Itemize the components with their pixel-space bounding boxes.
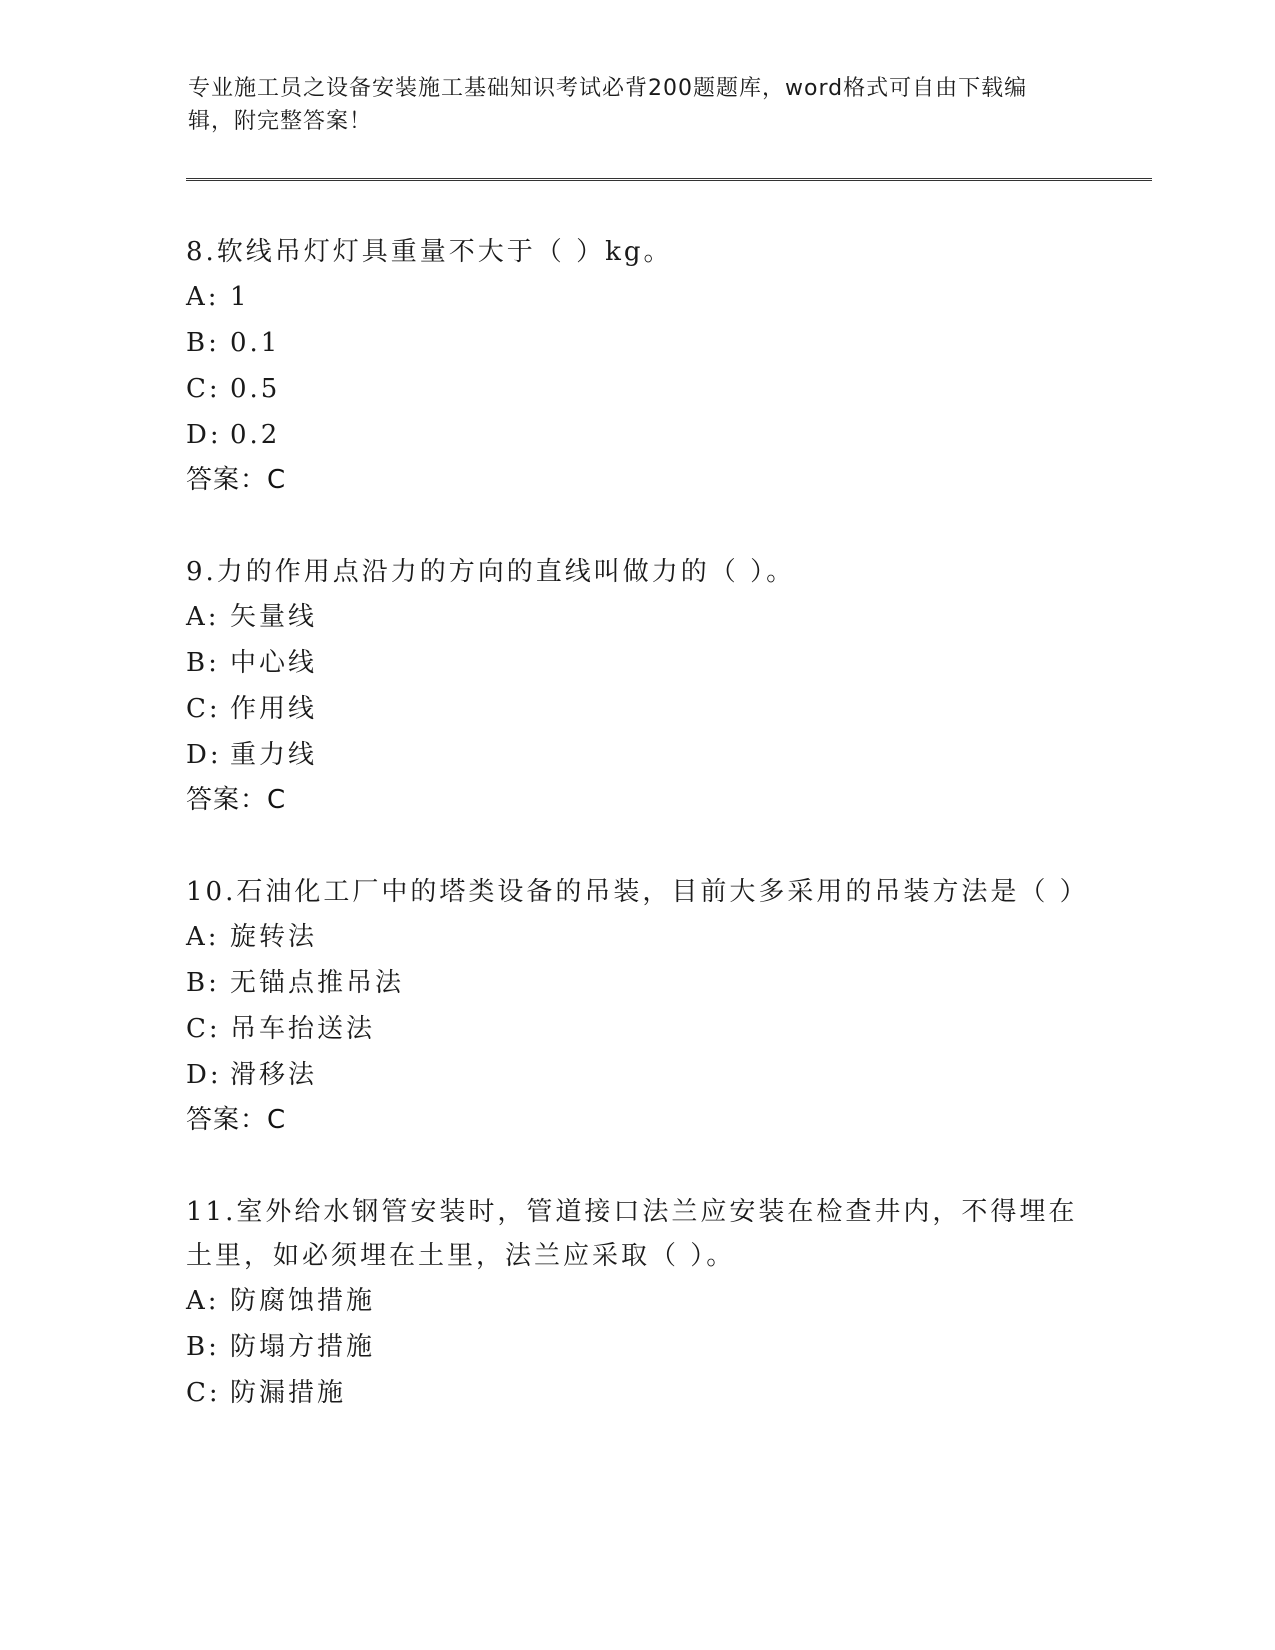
option-key: A: [186,282,220,312]
question-11 [186,1190,1086,1416]
option-key: C: [186,694,221,724]
question-8 [186,230,1086,502]
option-text: 重力线 [230,740,318,770]
option-b [186,1324,1086,1370]
question-list [186,230,1089,1464]
answer-line: 答案：C [186,1105,287,1135]
option-key: C: [186,1378,221,1408]
answer-line: 答案：C [186,465,287,495]
option-b [186,320,1086,366]
option-b [186,640,1086,686]
option-key: B: [186,968,220,998]
option-a [186,914,1086,960]
option-c [186,366,1086,412]
page-header-title: 专业施工员之设备安装施工基础知识考试必背200题题库，word格式可自由下载编辑，附完整答案！ [188,76,1028,134]
header-divider [186,178,1152,181]
option-text: 旋转法 [230,922,318,952]
option-key: C: [186,1014,221,1044]
option-c [186,1370,1086,1416]
option-text: 矢量线 [230,602,318,632]
option-key: C: [186,374,221,404]
question-9 [186,550,1086,822]
option-text: 1 [230,282,250,312]
option-text: 无锚点推吊法 [230,968,405,998]
option-text: 0.5 [230,374,281,404]
option-text: 防漏措施 [230,1378,347,1408]
option-b [186,960,1086,1006]
question-10 [186,870,1089,1142]
option-text: 0.1 [230,328,281,358]
option-text: 吊车抬送法 [230,1014,376,1044]
option-text: 防腐蚀措施 [230,1286,376,1316]
option-d [186,1052,1086,1098]
option-key: B: [186,648,220,678]
question-stem: 10.石油化工厂中的塔类设备的吊装，目前大多采用的吊装方法是（ ） [186,877,1089,907]
option-key: D: [186,420,222,450]
option-d [186,732,1086,778]
option-key: D: [186,740,222,770]
option-a [186,274,1086,320]
option-d [186,412,1086,458]
option-key: A: [186,602,220,632]
option-key: A: [186,1286,220,1316]
option-text: 作用线 [230,694,318,724]
option-text: 0.2 [230,420,281,450]
option-a [186,1278,1086,1324]
option-key: B: [186,328,220,358]
option-c [186,686,1086,732]
option-text: 中心线 [230,648,318,678]
answer-line: 答案：C [186,785,287,815]
option-key: B: [186,1332,220,1362]
option-key: D: [186,1060,222,1090]
question-stem: 9.力的作用点沿力的方向的直线叫做力的（ ）。 [186,557,796,587]
option-c [186,1006,1086,1052]
option-a [186,594,1086,640]
option-text: 防塌方措施 [230,1332,376,1362]
question-stem: 11.室外给水钢管安装时，管道接口法兰应安装在检查井内，不得埋在土里，如必须埋在土里，法兰应采取（ ）。 [186,1197,1078,1271]
option-text: 滑移法 [230,1060,318,1090]
question-stem: 8.软线吊灯灯具重量不大于（ ）kg。 [186,237,673,267]
option-key: A: [186,922,220,952]
